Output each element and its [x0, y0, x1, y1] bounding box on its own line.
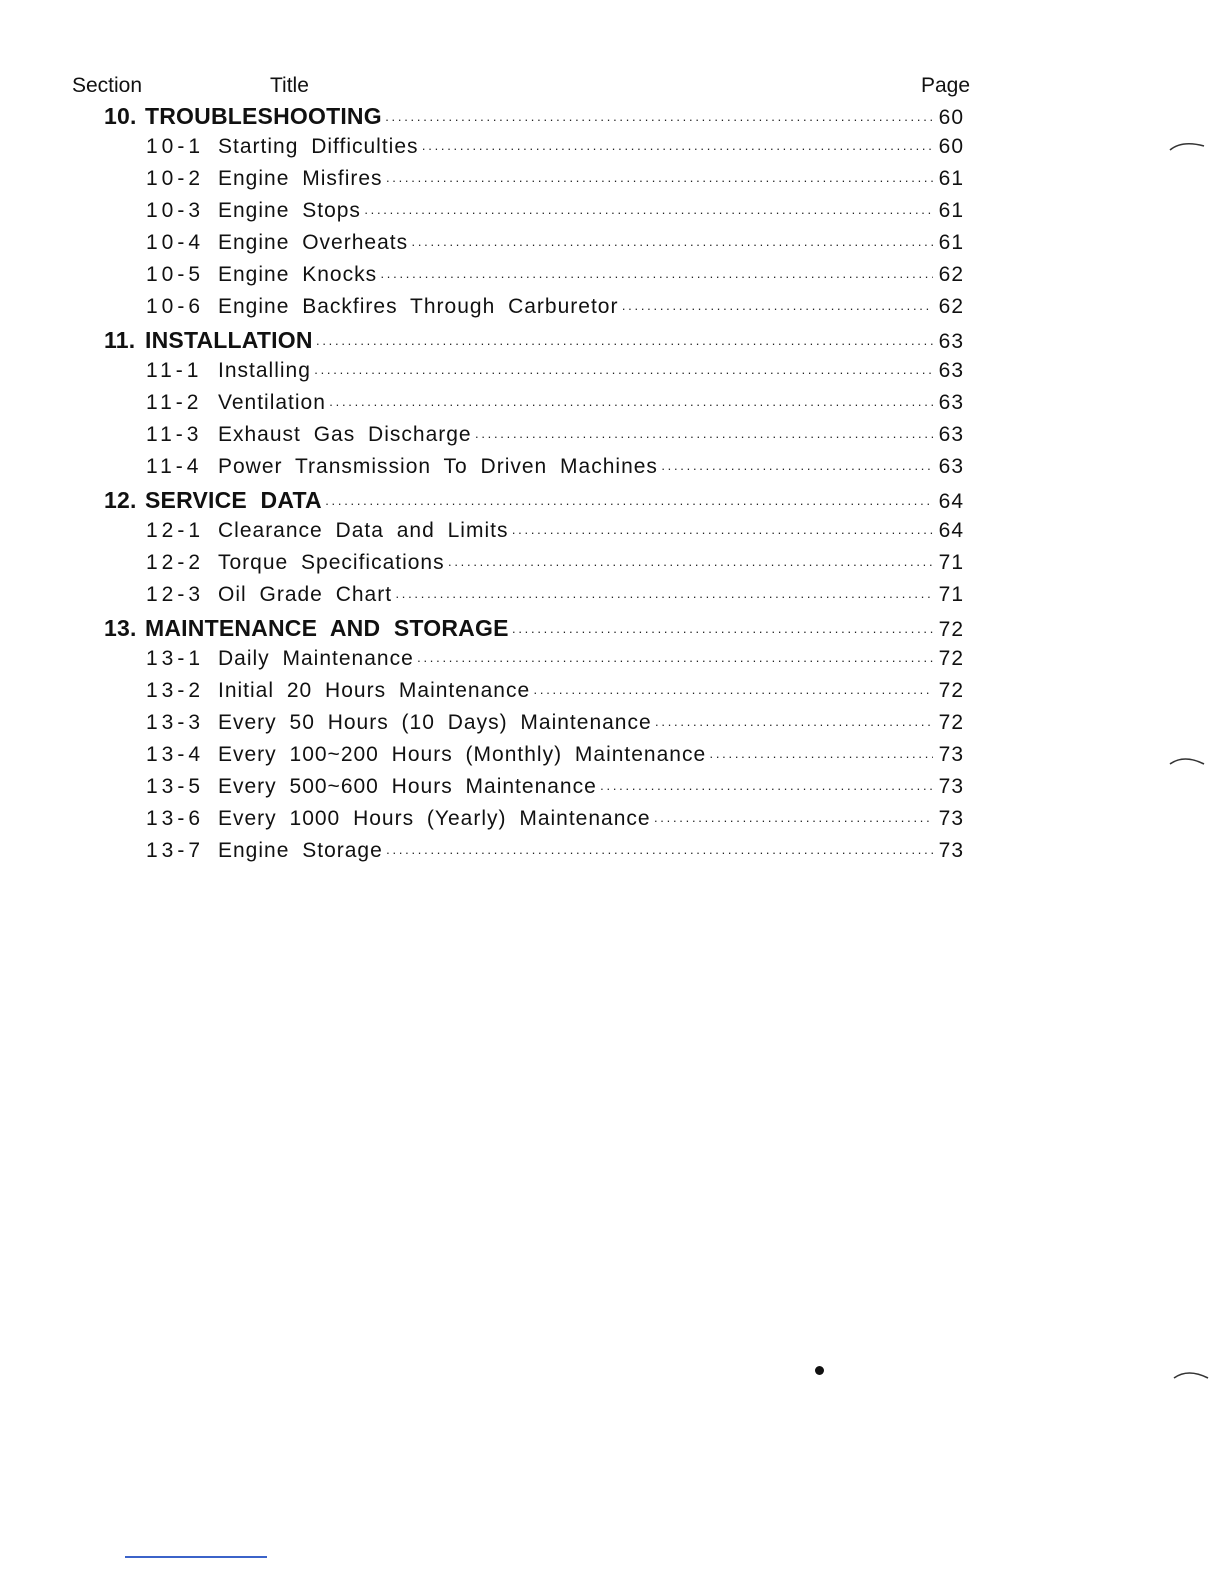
toc-entry-page: 61 [938, 167, 964, 190]
toc-entry-page: 63 [938, 359, 964, 382]
dot-leader [417, 653, 933, 668]
toc-subsection-row [104, 551, 964, 583]
toc-subsection-row [104, 711, 964, 743]
dot-leader [661, 461, 933, 476]
toc-subsection-row [104, 423, 964, 455]
toc-entry-number: 10-5 [146, 263, 205, 286]
toc-entry-page: 73 [938, 839, 964, 862]
table-of-contents [104, 103, 964, 871]
toc-entry-title: Every 500~600 Hours Maintenance [218, 775, 597, 798]
toc-subsection-row [104, 807, 964, 839]
toc-entry-number: 11. [104, 327, 136, 353]
toc-entry-page: 63 [938, 455, 964, 478]
toc-entry-page: 60 [938, 135, 964, 158]
toc-entry-number: 13-4 [146, 743, 205, 766]
header-section-label: Section [72, 74, 143, 97]
toc-entry-page: 64 [938, 490, 964, 513]
toc-entry-title: Engine Misfires [218, 167, 383, 190]
toc-entry-number: 10-3 [146, 199, 205, 222]
toc-entry-number: 11-1 [146, 359, 203, 382]
dot-leader [533, 685, 933, 700]
toc-section-row [104, 103, 964, 135]
toc-subsection-row [104, 231, 964, 263]
dot-leader [314, 365, 933, 380]
toc-subsection-row [104, 391, 964, 423]
dot-leader [475, 429, 933, 444]
dot-leader [411, 237, 933, 252]
toc-entry-page: 62 [938, 295, 964, 318]
dot-leader [448, 557, 933, 572]
dot-leader [511, 525, 933, 540]
toc-entry-title: Exhaust Gas Discharge [218, 423, 472, 446]
toc-entry-number: 13-5 [146, 775, 205, 798]
binder-hole-mark-1 [1168, 138, 1208, 154]
toc-subsection-row [104, 679, 964, 711]
dot-leader [380, 269, 933, 284]
toc-entry-number: 10-6 [146, 295, 205, 318]
toc-subsection-row [104, 743, 964, 775]
toc-entry-number: 13-7 [146, 839, 205, 862]
toc-entry-number: 10-2 [146, 167, 205, 190]
dot-leader [385, 112, 933, 127]
dot-leader [329, 397, 933, 412]
toc-entry-number: 12-2 [146, 551, 205, 574]
toc-entry-page: 64 [938, 519, 964, 542]
toc-entry-page: 61 [938, 199, 964, 222]
toc-subsection-row [104, 839, 964, 871]
stray-dot-mark [815, 1366, 824, 1375]
dot-leader [325, 496, 933, 511]
toc-subsection-row [104, 199, 964, 231]
toc-entry-title: Every 50 Hours (10 Days) Maintenance [218, 711, 652, 734]
toc-entry-page: 63 [938, 391, 964, 414]
toc-entry-title: INSTALLATION [145, 327, 313, 353]
dot-leader [422, 141, 933, 156]
dot-leader [316, 336, 933, 351]
toc-section-row [104, 487, 964, 519]
toc-entry-page: 72 [938, 618, 964, 641]
toc-subsection-row [104, 583, 964, 615]
toc-entry-title: Engine Storage [218, 839, 383, 862]
toc-entry-number: 12-1 [146, 519, 205, 542]
toc-subsection-row [104, 167, 964, 199]
toc-entry-title: MAINTENANCE AND STORAGE [145, 615, 509, 641]
toc-entry-page: 71 [938, 583, 964, 606]
dot-leader [600, 781, 933, 796]
toc-entry-page: 60 [938, 106, 964, 129]
toc-entry-page: 63 [938, 330, 964, 353]
toc-subsection-row [104, 775, 964, 807]
toc-entry-number: 11-2 [146, 391, 203, 414]
toc-entry-number: 11-3 [146, 423, 203, 446]
toc-entry-title: SERVICE DATA [145, 487, 322, 513]
dot-leader [386, 173, 933, 188]
toc-entry-title: Power Transmission To Driven Machines [218, 455, 658, 478]
dot-leader [364, 205, 933, 220]
toc-entry-number: 10. [104, 103, 137, 129]
toc-header [72, 74, 970, 102]
binder-hole-mark-2 [1168, 752, 1208, 768]
toc-entry-title: Daily Maintenance [218, 647, 414, 670]
toc-entry-number: 12. [104, 487, 137, 513]
dot-leader [654, 813, 933, 828]
toc-entry-title: Clearance Data and Limits [218, 519, 509, 542]
toc-entry-page: 73 [938, 775, 964, 798]
dot-leader [386, 845, 933, 860]
footer-rule [125, 1556, 267, 1558]
toc-entry-title: Oil Grade Chart [218, 583, 393, 606]
toc-entry-title: Initial 20 Hours Maintenance [218, 679, 531, 702]
toc-entry-number: 10-1 [146, 135, 205, 158]
dot-leader [709, 749, 933, 764]
toc-entry-page: 73 [938, 743, 964, 766]
toc-entry-number: 13-1 [146, 647, 205, 670]
toc-entry-title: Installing [218, 359, 311, 382]
toc-subsection-row [104, 359, 964, 391]
toc-entry-page: 62 [938, 263, 964, 286]
toc-entry-title: TROUBLESHOOTING [145, 103, 382, 129]
toc-entry-title: Every 1000 Hours (Yearly) Maintenance [218, 807, 651, 830]
toc-entry-number: 13-3 [146, 711, 205, 734]
toc-entry-title: Torque Specifications [218, 551, 445, 574]
toc-subsection-row [104, 263, 964, 295]
toc-entry-number: 13-2 [146, 679, 205, 702]
dot-leader [655, 717, 933, 732]
header-title-label: Title [270, 74, 309, 97]
dot-leader [621, 301, 933, 316]
toc-entry-number: 13-6 [146, 807, 205, 830]
toc-entry-title: Engine Overheats [218, 231, 409, 254]
toc-entry-page: 72 [938, 647, 964, 670]
toc-entry-number: 10-4 [146, 231, 205, 254]
toc-entry-number: 12-3 [146, 583, 205, 606]
toc-entry-page: 73 [938, 807, 964, 830]
toc-entry-page: 71 [938, 551, 964, 574]
toc-entry-title: Engine Backfires Through Carburetor [218, 295, 619, 318]
toc-entry-title: Engine Stops [218, 199, 361, 222]
toc-entry-number: 11-4 [146, 455, 203, 478]
toc-subsection-row [104, 519, 964, 551]
dot-leader [512, 624, 933, 639]
toc-subsection-row [104, 135, 964, 167]
toc-subsection-row [104, 455, 964, 487]
toc-entry-number: 13. [104, 615, 137, 641]
header-page-label: Page [920, 74, 970, 97]
toc-entry-title: Engine Knocks [218, 263, 378, 286]
toc-entry-title: Ventilation [218, 391, 326, 414]
toc-entry-title: Starting Difficulties [218, 135, 419, 158]
binder-hole-mark-3 [1172, 1366, 1212, 1382]
toc-entry-title: Every 100~200 Hours (Monthly) Maintenance [218, 743, 707, 766]
toc-section-row [104, 615, 964, 647]
toc-entry-page: 72 [938, 711, 964, 734]
toc-subsection-row [104, 647, 964, 679]
dot-leader [395, 589, 933, 604]
toc-subsection-row [104, 295, 964, 327]
toc-section-row [104, 327, 964, 359]
toc-entry-page: 61 [938, 231, 964, 254]
toc-entry-page: 72 [938, 679, 964, 702]
toc-entry-page: 63 [938, 423, 964, 446]
